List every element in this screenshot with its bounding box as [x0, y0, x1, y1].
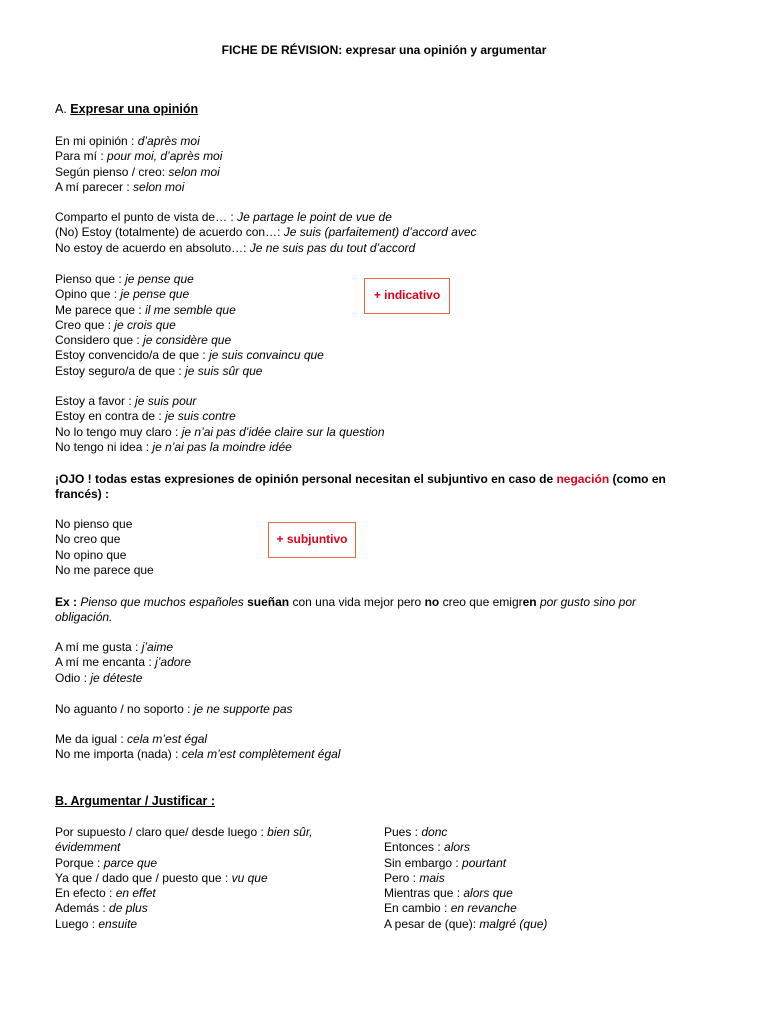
section-a-title: Expresar una opinión [70, 102, 199, 116]
opinion-group-4 [55, 394, 385, 455]
list-item: évidemment [55, 840, 121, 855]
subjuntivo-box: + subjuntivo [268, 522, 356, 558]
list-item: En efecto : en effet [55, 886, 156, 901]
list-item: Mientras que : alors que [384, 886, 513, 901]
list-item: Porque : parce que [55, 855, 158, 870]
opinion-group-3 [55, 272, 324, 379]
list-item: Ya que / dado que / puesto que : vu que [55, 870, 268, 885]
list-item: (No) Estoy (totalmente) de acuerdo con…: Je suis (parfaitement) d’accord avec [55, 225, 477, 240]
list-item: Estoy en contra de : je suis contre [55, 409, 236, 424]
list-item: Pero : mais [384, 870, 445, 885]
list-item: No creo que [55, 532, 121, 547]
list-item: No aguanto / no soporto : je ne supporte pas [55, 702, 293, 716]
list-item: No me parece que [55, 562, 154, 577]
list-item: Sin embargo : pourtant [384, 855, 507, 870]
ojo-note: ¡OJO ! todas estas expresiones de opinión personal necesitan el subjuntivo en caso de negación (como en francés) : [55, 472, 666, 502]
connectors-right-column [384, 825, 547, 932]
list-item: Estoy convencido/a de que : je suis convaincu que [55, 348, 324, 363]
list-item: Por supuesto / claro que/ desde luego : bien sûr, [55, 825, 313, 839]
list-item: A mí parecer : selon moi [55, 179, 185, 194]
opinion-group-2 [55, 210, 477, 256]
list-item: Luego : ensuite [55, 916, 138, 931]
list-item: Considero que : je considère que [55, 333, 232, 348]
likes-group [55, 640, 191, 686]
list-item: Pues : donc [384, 825, 448, 839]
negation-group [55, 517, 154, 578]
list-item: No opino que [55, 547, 127, 562]
list-item: Pienso que : je pense que [55, 272, 194, 286]
list-item: Creo que : je crois que [55, 317, 176, 332]
tolerance-group [55, 702, 293, 717]
list-item: Estoy a favor : je suis pour [55, 394, 197, 408]
list-item: Según pienso / creo: selon moi [55, 164, 220, 179]
opinion-group-1 [55, 134, 222, 195]
list-item: Entonces : alors [384, 840, 471, 855]
indifference-group [55, 732, 340, 763]
list-item: A pesar de (que): malgré (que) [384, 916, 548, 931]
list-item: A mí me gusta : j’aime [55, 640, 174, 654]
list-item: Estoy seguro/a de que : je suis sûr que [55, 363, 263, 378]
section-a-heading [55, 102, 198, 117]
list-item: En mi opinión : d’après moi [55, 134, 200, 148]
list-item: Opino que : je pense que [55, 287, 190, 302]
section-b-heading: B. Argumentar / Justificar : [55, 794, 215, 808]
list-item: Me parece que : il me semble que [55, 302, 236, 317]
list-item: No lo tengo muy claro : je n’ai pas d’idée claire sur la question [55, 424, 385, 439]
list-item: No tengo ni idea : je n’ai pas la moindre idée [55, 439, 292, 454]
list-item: Para mí : pour moi, d’après moi [55, 149, 223, 164]
list-item: En cambio : en revanche [384, 901, 517, 916]
indicativo-box: + indicativo [364, 278, 450, 314]
list-item: Odio : je déteste [55, 670, 143, 685]
negacion-highlight: negación [556, 472, 610, 486]
list-item: A mí me encanta : j’adore [55, 655, 192, 670]
connectors-left-column [55, 825, 313, 932]
example-sentence: Ex : Pienso que muchos españoles sueñan con una vida mejor pero no creo que emigren por gusto sino por obligación. [55, 595, 637, 625]
section-a-letter: A. [55, 102, 67, 116]
list-item: Comparto el punto de vista de… : Je partage le point de vue de [55, 210, 392, 224]
list-item: No estoy de acuerdo en absoluto…: Je ne suis pas du tout d’accord [55, 240, 416, 255]
list-item: No me importa (nada) : cela m’est complètement égal [55, 747, 341, 762]
document-title: FICHE DE RÉVISION: expresar una opinión y argumentar [221, 43, 547, 57]
list-item: No pienso que [55, 517, 133, 531]
list-item: Me da igual : cela m’est égal [55, 732, 208, 746]
list-item: Además : de plus [55, 901, 148, 916]
